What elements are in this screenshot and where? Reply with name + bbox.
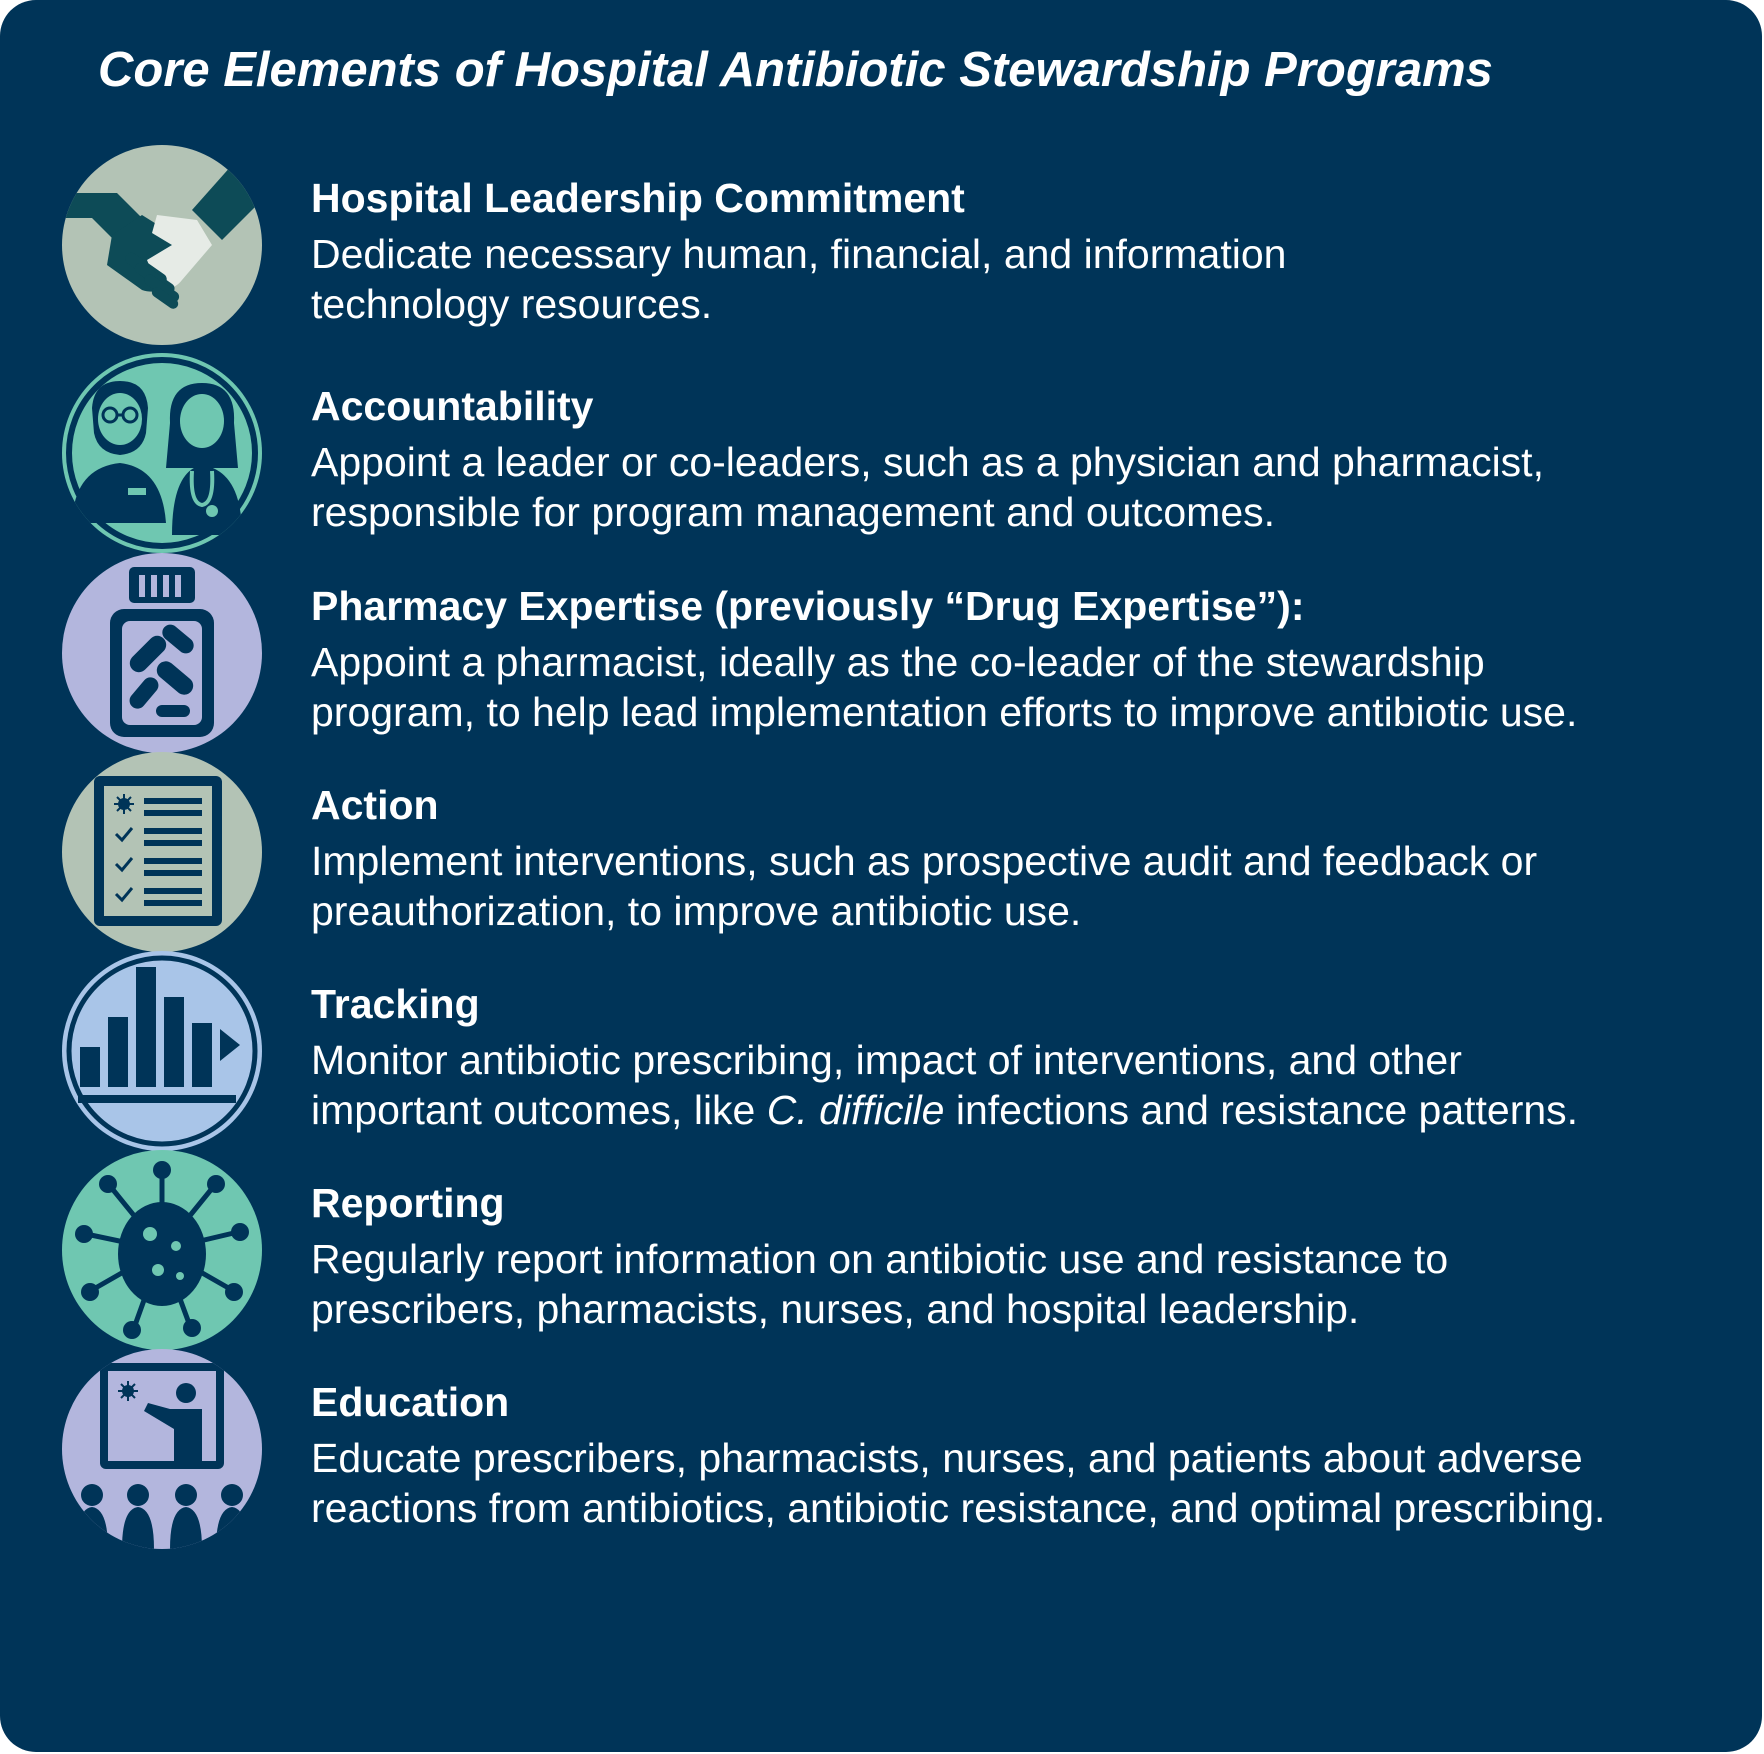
- description-text: important outcomes, like: [311, 1087, 767, 1133]
- page-title: Core Elements of Hospital Antibiotic Stewardship Programs: [98, 43, 1493, 97]
- classroom-icon: [62, 1349, 262, 1549]
- element-text: [311, 381, 1544, 537]
- element-heading: Education: [311, 1379, 510, 1425]
- description-line: preauthorization, to improve antibiotic use.: [311, 888, 1082, 934]
- element-text: [311, 1377, 1605, 1533]
- description-line: Implement interventions, such as prospective audit and feedback or: [311, 838, 1538, 884]
- element-row-action: [0, 752, 1762, 962]
- element-description: [311, 1035, 1578, 1135]
- description-text: infections and resistance patterns.: [944, 1087, 1579, 1133]
- element-description: [311, 1433, 1605, 1533]
- description-line: Appoint a leader or co-leaders, such as a physician and pharmacist,: [311, 439, 1544, 485]
- element-heading: Tracking: [311, 981, 480, 1027]
- element-heading: Reporting: [311, 1180, 505, 1226]
- description-line: program, to help lead implementation efforts to improve antibiotic use.: [311, 689, 1578, 735]
- element-row-pharmacy: [0, 553, 1762, 763]
- element-row-education: [0, 1349, 1762, 1559]
- checklist-icon: [62, 752, 262, 952]
- element-heading: Hospital Leadership Commitment: [311, 175, 965, 221]
- element-description: [311, 836, 1537, 936]
- element-description: [311, 1234, 1448, 1334]
- description-line: Dedicate necessary human, financial, and information: [311, 231, 1287, 277]
- element-text: [311, 581, 1577, 737]
- description-line: reactions from antibiotics, antibiotic resistance, and optimal prescribing.: [311, 1485, 1606, 1531]
- element-heading: Accountability: [311, 383, 594, 429]
- element-description: [311, 437, 1544, 537]
- element-description: [311, 229, 1286, 329]
- organism-name: C. difficile: [766, 1087, 945, 1133]
- description-line: prescribers, pharmacists, nurses, and hospital leadership.: [311, 1286, 1360, 1332]
- description-line: responsible for program management and outcomes.: [311, 489, 1276, 535]
- element-text: [311, 173, 1286, 329]
- pill-bottle-icon: [62, 553, 262, 753]
- element-text: [311, 979, 1578, 1135]
- element-description: [311, 637, 1577, 737]
- bar-chart-icon: [62, 951, 262, 1151]
- element-row-leadership: [0, 145, 1762, 355]
- doctor-pharmacist-icon: [62, 353, 262, 553]
- description-line: Appoint a pharmacist, ideally as the co-leader of the stewardship: [311, 639, 1485, 685]
- handshake-icon: [62, 145, 262, 345]
- description-line: Regularly report information on antibiotic use and resistance to: [311, 1236, 1449, 1282]
- element-text: [311, 780, 1537, 936]
- element-heading: Pharmacy Expertise (previously “Drug Expertise”):: [311, 583, 1305, 629]
- element-row-tracking: [0, 951, 1762, 1161]
- description-line: Educate prescribers, pharmacists, nurses, and patients about adverse: [311, 1435, 1583, 1481]
- element-row-reporting: [0, 1150, 1762, 1360]
- description-line: Monitor antibiotic prescribing, impact of interventions, and other: [311, 1037, 1462, 1083]
- element-text: [311, 1178, 1448, 1334]
- element-row-accountability: [0, 353, 1762, 563]
- bacteria-icon: [62, 1150, 262, 1350]
- description-line: technology resources.: [311, 281, 713, 327]
- element-heading: Action: [311, 782, 439, 828]
